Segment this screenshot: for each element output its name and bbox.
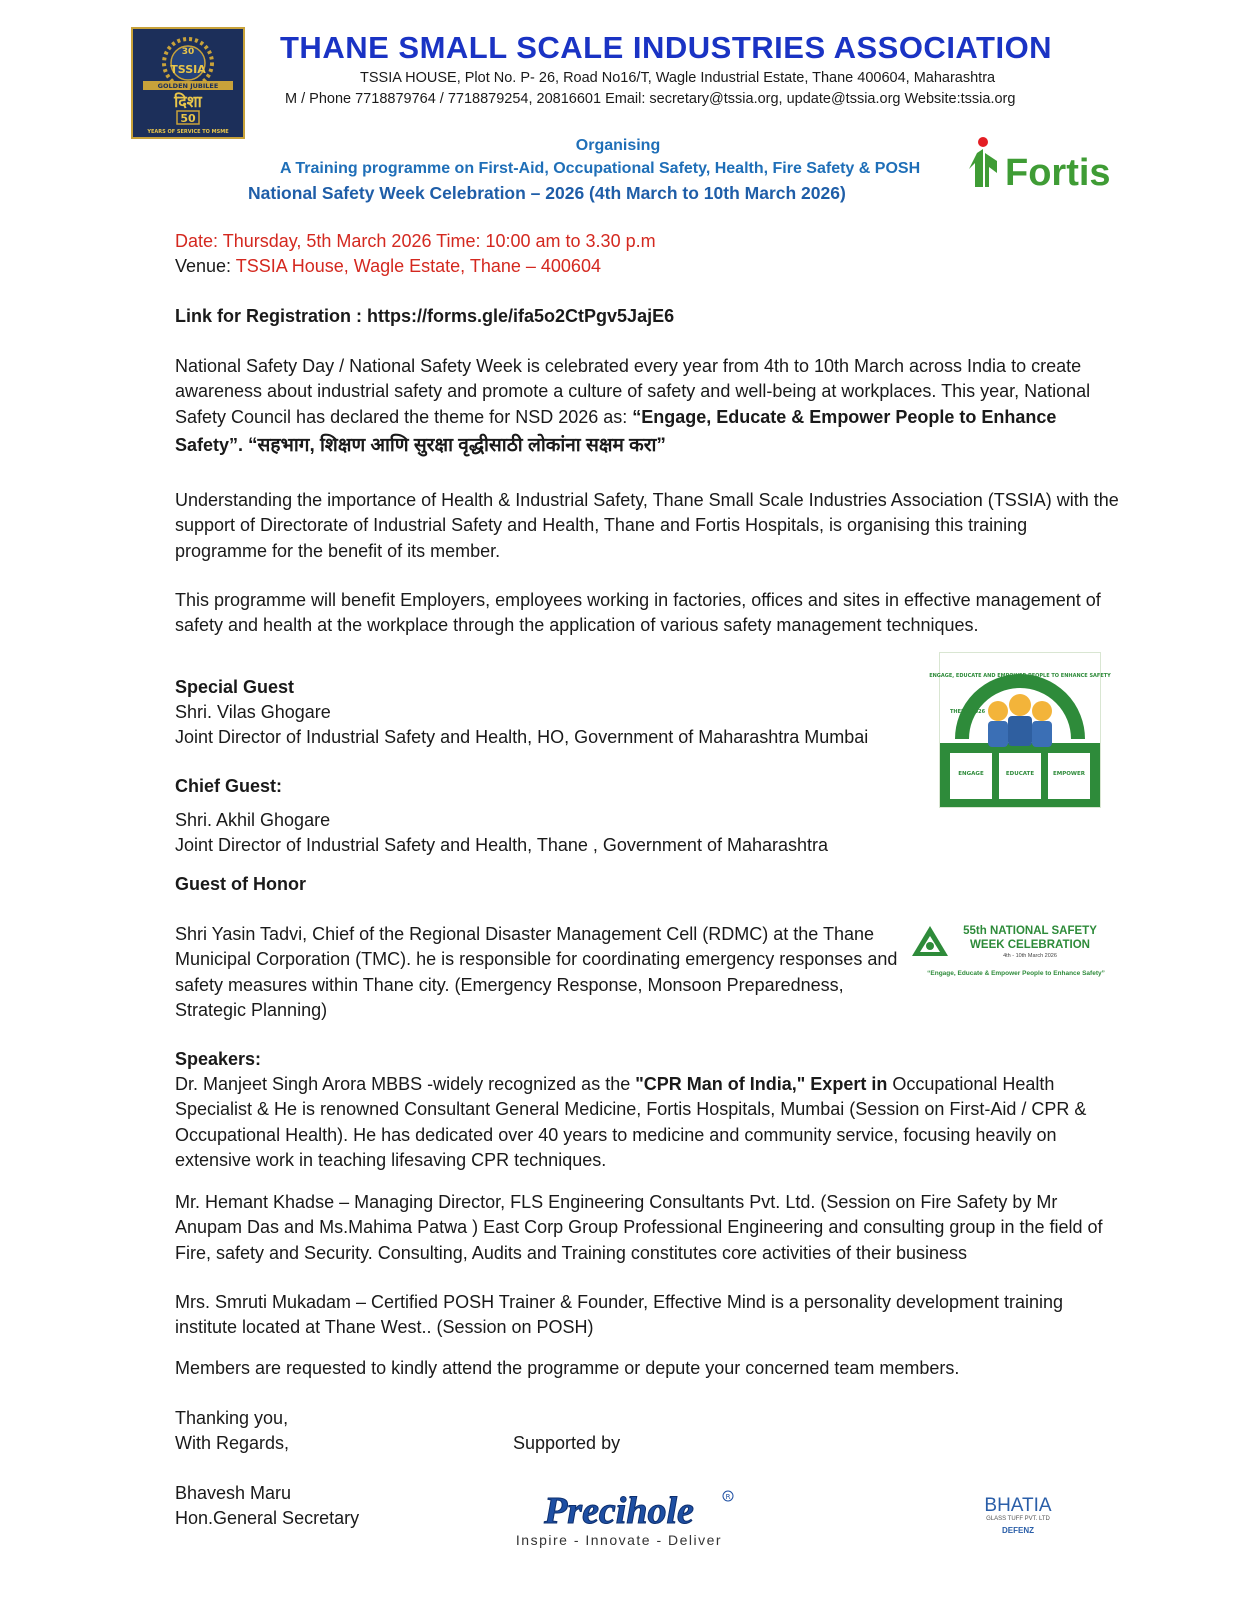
svg-text:R: R xyxy=(725,1493,731,1501)
chief-guest-title: Joint Director of Industrial Safety and Health, Thane , Government of Maharashtra xyxy=(175,835,829,855)
intro-paragraph xyxy=(175,354,1120,462)
svg-text:EMPOWER: EMPOWER xyxy=(1053,771,1085,777)
org-title: THANE SMALL SCALE INDUSTRIES ASSOCIATION xyxy=(280,30,1053,65)
registration-link[interactable]: https://forms.gle/ifa5o2CtPgv5JajE6 xyxy=(367,306,675,326)
theme-marathi: “सहभाग, शिक्षण आणि सुरक्षा वृद्धीसाठी लोकांना सक्षम करा” xyxy=(248,435,666,457)
svg-text:EDUCATE: EDUCATE xyxy=(1005,771,1035,777)
svg-text:THEME 2026: THEME 2026 xyxy=(950,709,986,715)
svg-text:“Engage, Educate & Empower Peo: “Engage, Educate & Empower People to Enhance Safety” xyxy=(927,970,1105,977)
special-guest-heading: Special Guest xyxy=(175,677,295,697)
svg-text:दिशा: दिशा xyxy=(174,92,202,111)
event-venue xyxy=(175,254,1120,279)
bhatia-logo xyxy=(968,1493,1068,1541)
svg-text:TSSIA: TSSIA xyxy=(170,63,206,76)
importance-paragraph: Understanding the importance of Health & Industrial Safety, Thane Small Scale Industries Association (TSSIA) with the support of Directorate of Industrial Safety and Health, Thane and Fortis Hospitals, is organising this training programme for the benefit of its member. xyxy=(175,490,1119,561)
svg-text:YEARS OF SERVICE TO MSME: YEARS OF SERVICE TO MSME xyxy=(147,129,229,135)
guest-of-honor-text: Shri Yasin Tadvi, Chief of the Regional Disaster Management Cell (RDMC) at the Thane Municipal Corporation (TMC). he is responsible for coordinating emergency responses and safety measures within Thane city. (Emergency Response, Monsoon Preparedness, Strategic Planning) xyxy=(175,924,898,1021)
nsw-theme-poster xyxy=(929,652,1111,808)
svg-text:ENGAGE, EDUCATE AND EMPOWER PE: ENGAGE, EDUCATE AND EMPOWER PEOPLE TO ENHANCE SAFETY xyxy=(929,673,1111,679)
event-date-time: Date: Thursday, 5th March 2026 Time: 10:00 am to 3.30 p.m xyxy=(175,231,656,251)
svg-text:ENGAGE: ENGAGE xyxy=(958,771,984,777)
organising-label: Organising xyxy=(575,137,661,154)
svg-text:GOLDEN JUBILEE: GOLDEN JUBILEE xyxy=(157,82,219,90)
svg-text:30: 30 xyxy=(181,47,195,57)
venue-label: Venue: xyxy=(175,256,236,276)
speaker-mukadam: Mrs. Smruti Mukadam – Certified POSH Trainer & Founder, Effective Mind is a personality development training institute located at Thane West.. (Session on POSH) xyxy=(175,1292,1064,1338)
org-address: TSSIA HOUSE, Plot No. P- 26, Road No16/T, Wagle Industrial Estate, Thane 400604, Maharashtra xyxy=(360,70,996,86)
celebration-title: National Safety Week Celebration – 2026 (4th March to 10th March 2026) xyxy=(248,183,846,203)
tssia-golden-jubilee-logo xyxy=(131,27,245,139)
speakers-heading: Speakers: xyxy=(175,1049,262,1069)
supported-by-label: Supported by xyxy=(513,1433,621,1453)
benefit-paragraph: This programme will benefit Employers, employees working in factories, offices and sites in effective management of safety and health at the workplace through the application of various safety management techniques. xyxy=(175,590,1101,636)
speaker-arora-title: "CPR Man of India," Expert in xyxy=(635,1074,888,1094)
svg-text:4th - 10th March 2026: 4th - 10th March 2026 xyxy=(1003,953,1057,959)
venue-value: TSSIA House, Wagle Estate, Thane – 400604 xyxy=(235,256,601,276)
precihole-logo xyxy=(507,1487,739,1549)
speaker-arora xyxy=(175,1072,1120,1174)
intro-text: National Safety Day / National Safety Week is celebrated every year from 4th to 10th March across India to create awareness about industrial safety and promote a culture of safety and well-being at workplaces. This year, National Safety Council has declared the theme for NSD 2026 as: xyxy=(175,356,1091,427)
svg-text:Precihole: Precihole xyxy=(544,1490,694,1532)
fortis-logo xyxy=(963,135,1113,197)
signatory-name: Bhavesh Maru xyxy=(175,1483,292,1503)
guest-of-honor-heading: Guest of Honor xyxy=(175,874,306,894)
svg-text:DEFENZ: DEFENZ xyxy=(1002,1526,1034,1535)
registration-label: Link for Registration : xyxy=(175,306,368,326)
programme-title: A Training programme on First-Aid, Occupational Safety, Health, Fire Safety & POSH xyxy=(280,160,921,177)
chief-guest-heading: Chief Guest: xyxy=(175,776,283,796)
with-regards: With Regards, xyxy=(175,1433,290,1453)
chief-guest-name: Shri. Akhil Ghogare xyxy=(175,810,331,830)
svg-text:Inspire - Innovate - Deliver: Inspire - Innovate - Deliver xyxy=(515,1532,723,1548)
speaker-arora-details: Occupational Health Specialist & He is renowned Consultant General Medicine, Fortis Hospitals, Mumbai (Session on First-Aid / CPR & Occupational Health). He has dedicated over 40 years to medicine and community service, focusing heavily on extensive work in teaching lifesaving CPR techniques. xyxy=(175,1074,1087,1171)
attendance-request: Members are requested to kindly attend the programme or depute your concerned team members. xyxy=(175,1358,960,1378)
svg-text:55th NATIONAL SAFETY: 55th NATIONAL SAFETY xyxy=(963,925,1097,937)
special-guest-title: Joint Director of Industrial Safety and Health, HO, Government of Maharashtra Mumbai xyxy=(175,727,869,747)
registration-line xyxy=(175,304,1120,329)
speaker-arora-intro: Dr. Manjeet Singh Arora MBBS -widely recognized as the xyxy=(175,1074,636,1094)
nsw-55th-badge xyxy=(912,922,1122,988)
svg-text:Fortis: Fortis xyxy=(1005,152,1111,194)
theme-english: “Engage, Educate & Empower People to Enhance Safety”. xyxy=(175,406,1057,456)
svg-text:50: 50 xyxy=(180,112,196,125)
svg-text:WEEK CELEBRATION: WEEK CELEBRATION xyxy=(970,939,1090,951)
special-guest-name: Shri. Vilas Ghogare xyxy=(175,702,331,722)
org-contact: M / Phone 7718879764 / 7718879254, 20816601 Email: secretary@tssia.org, update@tssia.org Website:tssia.org xyxy=(285,91,1016,107)
signatory-title: Hon.General Secretary xyxy=(175,1508,360,1528)
thanking-you: Thanking you, xyxy=(175,1408,289,1428)
svg-text:GLASS TUFF PVT. LTD: GLASS TUFF PVT. LTD xyxy=(986,1516,1050,1522)
svg-text:BHATIA: BHATIA xyxy=(984,1495,1052,1516)
speaker-khadse: Mr. Hemant Khadse – Managing Director, FLS Engineering Consultants Pvt. Ltd. (Session on Fire Safety by Mr Anupam Das and Ms.Mahima Patwa ) East Corp Group Professional Engineering and consulting group in the field of Fire, safety and Security. Consulting, Audits and Training constitutes core activities of their business xyxy=(175,1192,1103,1263)
